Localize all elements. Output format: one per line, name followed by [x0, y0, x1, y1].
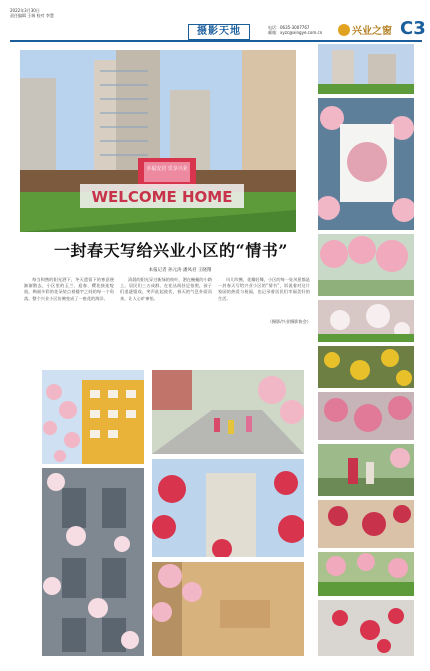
photo-right-plum: [318, 500, 414, 548]
email-text: 邮箱：xyzc@xingye.com.cn: [268, 30, 323, 35]
welcome-sign: WELCOME HOME: [91, 188, 233, 206]
photo-right-red-blossom: [318, 600, 414, 656]
photo-children-path: [152, 370, 304, 454]
main-photo: [20, 50, 296, 232]
page-number: C3: [400, 18, 426, 39]
header-meta: [10, 8, 130, 18]
issue-date: 2022年3月30日: [10, 8, 40, 13]
masthead-logo-icon: [338, 24, 350, 36]
photo-right-blossom-row: [318, 234, 414, 296]
photo-blossom-building: [42, 370, 144, 464]
photo-right-visitors: [318, 444, 414, 496]
article-column-3: 风儿吹拂，花瓣轻舞，小区的每一处风景都是一封春天写给兴业小区的“情书”，诉说着对这片家园的热爱与祝福，也记录着居民们幸福美好的生活。: [218, 277, 310, 301]
banner-text: 幸福安居 乐享兴业: [146, 166, 188, 172]
photo-right-skyline: [318, 44, 414, 94]
article-column-2: 清晨的阳光穿过新绿的枝叶，洒在蜿蜒的小路上，居民们三五成群，在花丛间驻足拍照，孩子们追逐嬉戏，笑声此起彼伏，春天的气息扑面而来，让人心旷神怡。: [120, 277, 212, 301]
photo-right-magnolia: [318, 300, 414, 342]
photo-blossom-facade: [42, 468, 144, 656]
photo-right-peach: [318, 392, 414, 440]
photo-building-sign: [152, 562, 304, 656]
photo-right-spring-card: [318, 98, 414, 230]
contact-info: [268, 25, 338, 35]
article-headline: 一封春天写给兴业小区的“情书”: [54, 241, 288, 260]
header-rule: [10, 40, 422, 42]
photo-credit: （摄影/兴业摄影协会）: [267, 319, 311, 324]
main-photo-scene: [20, 50, 296, 232]
phone-text: 电话：0635-3007767: [268, 25, 310, 30]
article-column-1: 每当和煦的阳光洒下，冬天遗留下的寒意便渐渐散去，小区里的玉兰、迎春、樱花接连绽放，绚丽多彩的花朵装点着楼宇之间的每一个角落，整个兴业小区仿佛变成了一座花的海洋。: [24, 277, 114, 301]
article-byline: 本报记者 孙元涛 潘凤君 王晓翔: [148, 268, 212, 273]
section-title: 摄影天地: [188, 24, 250, 40]
photo-right-yellow-flowers: [318, 346, 414, 388]
masthead-title: 兴业之窗: [352, 26, 392, 37]
photo-apartments-bloom: [152, 459, 304, 557]
photo-right-garden: [318, 552, 414, 596]
editors-line: 责任编辑 王瑞 校对 李慧: [10, 13, 54, 18]
